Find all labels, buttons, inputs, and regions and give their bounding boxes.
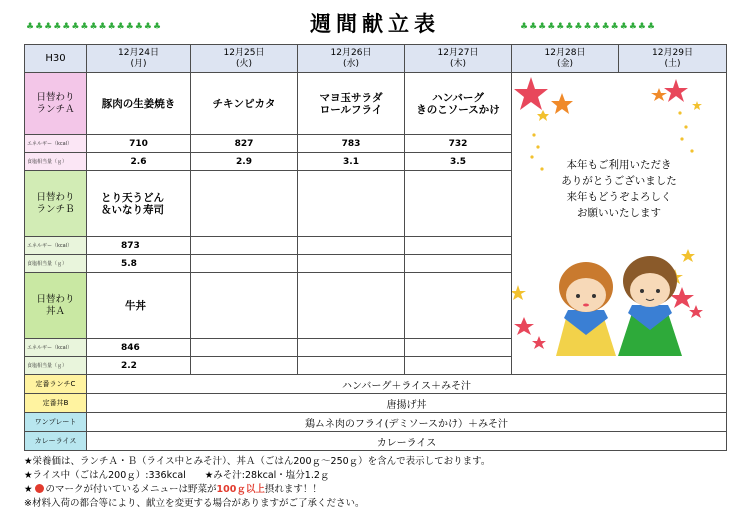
clover-icon-row-left: ♣♣♣♣♣♣♣♣♣♣♣♣♣♣♣ xyxy=(26,22,163,32)
clover-icon-row-right: ♣♣♣♣♣♣♣♣♣♣♣♣♣♣♣ xyxy=(520,22,657,32)
footnote-emphasis: 100ｇ以上 xyxy=(216,484,265,495)
energy-value: 846 xyxy=(87,339,191,357)
lunch-a-dish-tue xyxy=(191,73,298,135)
weekday-label: (水) xyxy=(342,58,360,69)
star-icon xyxy=(681,249,695,262)
dish-name: チキンピカタ xyxy=(212,97,276,110)
footnote-text: 摂れます！！ xyxy=(264,484,322,495)
star-mark: ★ xyxy=(24,484,33,495)
day-header-thu xyxy=(405,45,512,73)
category-label: ランチＡ xyxy=(36,103,75,115)
empty-cell xyxy=(405,171,512,237)
fixed-menu-item: 唐揚げ丼 xyxy=(87,394,727,413)
weekday-label: (月) xyxy=(130,58,147,69)
salt-value: 3.5 xyxy=(405,153,512,171)
footnote-line: ★ライス中（ごはん200ｇ）:336kcal ★みそ汁:28kcal・塩分1.2ｇ xyxy=(24,470,330,481)
empty-cell xyxy=(405,255,512,273)
empty-cell xyxy=(405,237,512,255)
category-label: 日替わり xyxy=(36,91,75,103)
weekday-label: (金) xyxy=(556,58,574,69)
weekday-label: (火) xyxy=(235,58,253,69)
star-icon xyxy=(664,79,688,102)
salt-value: 2.2 xyxy=(87,357,191,375)
message-line: 本年もご利用いただき xyxy=(566,159,672,171)
salt-value: 2.9 xyxy=(191,153,298,171)
weekday-label: (土) xyxy=(664,58,681,69)
fixed-menu-label: ワンプレート xyxy=(25,413,87,432)
dish-name: 牛丼 xyxy=(125,299,146,312)
salt-label: 食塩相当量（ｇ） xyxy=(25,255,87,273)
empty-cell xyxy=(298,255,405,273)
salt-value: 3.1 xyxy=(298,153,405,171)
star-icon xyxy=(689,305,703,318)
energy-value: 827 xyxy=(191,135,298,153)
energy-label: エネルギー（kcal） xyxy=(25,339,87,357)
lunch-b-dish-mon xyxy=(87,171,191,237)
day-header-tue xyxy=(191,45,298,73)
salt-label: 食塩相当量（ｇ） xyxy=(25,357,87,375)
dish-name: きのこソースかけ xyxy=(416,103,500,116)
don-a-dish-mon xyxy=(87,273,191,339)
footnote-text: のマークが付いているメニューは野菜が xyxy=(45,484,217,495)
category-label: 日替わり xyxy=(36,191,75,203)
girl-figure xyxy=(556,262,616,356)
header-row xyxy=(25,45,727,73)
fixed-menu-item: ハンバーグ＋ライス＋みそ汁 xyxy=(87,375,727,394)
empty-cell xyxy=(191,273,298,339)
date-label: 12月27日 xyxy=(437,47,479,58)
star-icon xyxy=(551,93,573,114)
day-header-wed xyxy=(298,45,405,73)
footnote-line: ★栄養価は、ランチＡ・Ｂ（ライス中とみそ汁）、丼Ａ（ごはん200ｇ～250ｇ）を含んで表示しております。 xyxy=(24,456,491,467)
lunch-b-label xyxy=(25,171,87,237)
fixed-menu-item: カレーライス xyxy=(87,432,727,451)
dish-name: ハンバーグ xyxy=(432,91,484,104)
empty-cell xyxy=(298,357,405,375)
category-label: 日替わり xyxy=(36,293,75,305)
footnote-line: ※材料入荷の都合等により、献立を変更する場合がありますがご了承ください。 xyxy=(24,498,365,509)
lunch-a-dish-wed xyxy=(298,73,405,135)
star-icon xyxy=(512,285,526,300)
date-label: 12月26日 xyxy=(330,47,372,58)
empty-cell xyxy=(298,237,405,255)
tomato-icon xyxy=(35,484,44,493)
energy-label: エネルギー（kcal） xyxy=(25,135,87,153)
energy-value: 783 xyxy=(298,135,405,153)
year-label: H30 xyxy=(25,45,87,73)
fixed-menu-label: 定番ランチC xyxy=(25,375,87,394)
boy-figure xyxy=(618,256,682,356)
salt-label: 食塩相当量（ｇ） xyxy=(25,153,87,171)
star-icon xyxy=(651,88,667,101)
empty-cell xyxy=(191,237,298,255)
empty-cell xyxy=(405,357,512,375)
fixed-menu-row xyxy=(25,394,727,413)
date-label: 12月25日 xyxy=(223,47,265,58)
message-line: お願いいたします xyxy=(577,207,661,219)
message-line: ありがとうございました xyxy=(561,175,677,187)
empty-cell xyxy=(405,339,512,357)
fixed-menu-label: 定番丼B xyxy=(25,394,87,413)
fixed-menu-row xyxy=(25,375,727,394)
lunch-a-dish-thu xyxy=(405,73,512,135)
lunch-a-dish-row xyxy=(25,73,727,135)
star-icon xyxy=(532,336,546,349)
lunch-a-dish-mon xyxy=(87,73,191,135)
energy-label: エネルギー（kcal） xyxy=(25,237,87,255)
fixed-menu-item: 鶏ムネ肉のフライ(デミソースかけ）＋みそ汁 xyxy=(87,413,727,432)
dish-name: とり天うどん xyxy=(101,191,164,204)
star-icon xyxy=(692,101,702,110)
year-end-message xyxy=(512,157,726,221)
weekly-menu-table xyxy=(24,44,727,451)
year-end-message-panel xyxy=(512,73,727,375)
message-line: 来年もどうぞよろしく xyxy=(566,191,672,203)
energy-value: 732 xyxy=(405,135,512,153)
fixed-menu-label: カレーライス xyxy=(25,432,87,451)
empty-cell xyxy=(298,339,405,357)
dish-name: ロールフライ xyxy=(319,103,383,116)
footnotes xyxy=(24,455,490,511)
date-label: 12月29日 xyxy=(652,47,693,58)
star-icon xyxy=(537,110,549,121)
salt-value: 2.6 xyxy=(87,153,191,171)
star-icon xyxy=(514,317,534,335)
empty-cell xyxy=(191,357,298,375)
salt-value: 5.8 xyxy=(87,255,191,273)
category-label: ランチＢ xyxy=(36,203,75,215)
weekday-label: (木) xyxy=(449,58,467,69)
dish-name: ＆いなり寿司 xyxy=(101,203,164,216)
date-label: 12月28日 xyxy=(544,47,586,58)
day-header-mon xyxy=(87,45,191,73)
empty-cell xyxy=(191,255,298,273)
empty-cell xyxy=(191,171,298,237)
lunch-a-label xyxy=(25,73,87,135)
day-header-fri xyxy=(512,45,619,73)
dish-name: マヨ玉サラダ xyxy=(319,91,383,104)
empty-cell xyxy=(298,273,405,339)
date-label: 12月24日 xyxy=(118,47,159,58)
day-header-sat xyxy=(619,45,727,73)
dish-name: 豚肉の生姜焼き xyxy=(101,97,176,110)
footnote-line xyxy=(24,483,490,497)
empty-cell xyxy=(191,339,298,357)
star-icon xyxy=(514,77,548,110)
page-title: 週間献立表 xyxy=(310,12,440,36)
category-label: 丼Ａ xyxy=(45,305,65,317)
energy-value: 873 xyxy=(87,237,191,255)
empty-cell xyxy=(298,171,405,237)
fixed-menu-row xyxy=(25,432,727,451)
don-a-label xyxy=(25,273,87,339)
fixed-menu-row xyxy=(25,413,727,432)
energy-value: 710 xyxy=(87,135,191,153)
empty-cell xyxy=(405,273,512,339)
